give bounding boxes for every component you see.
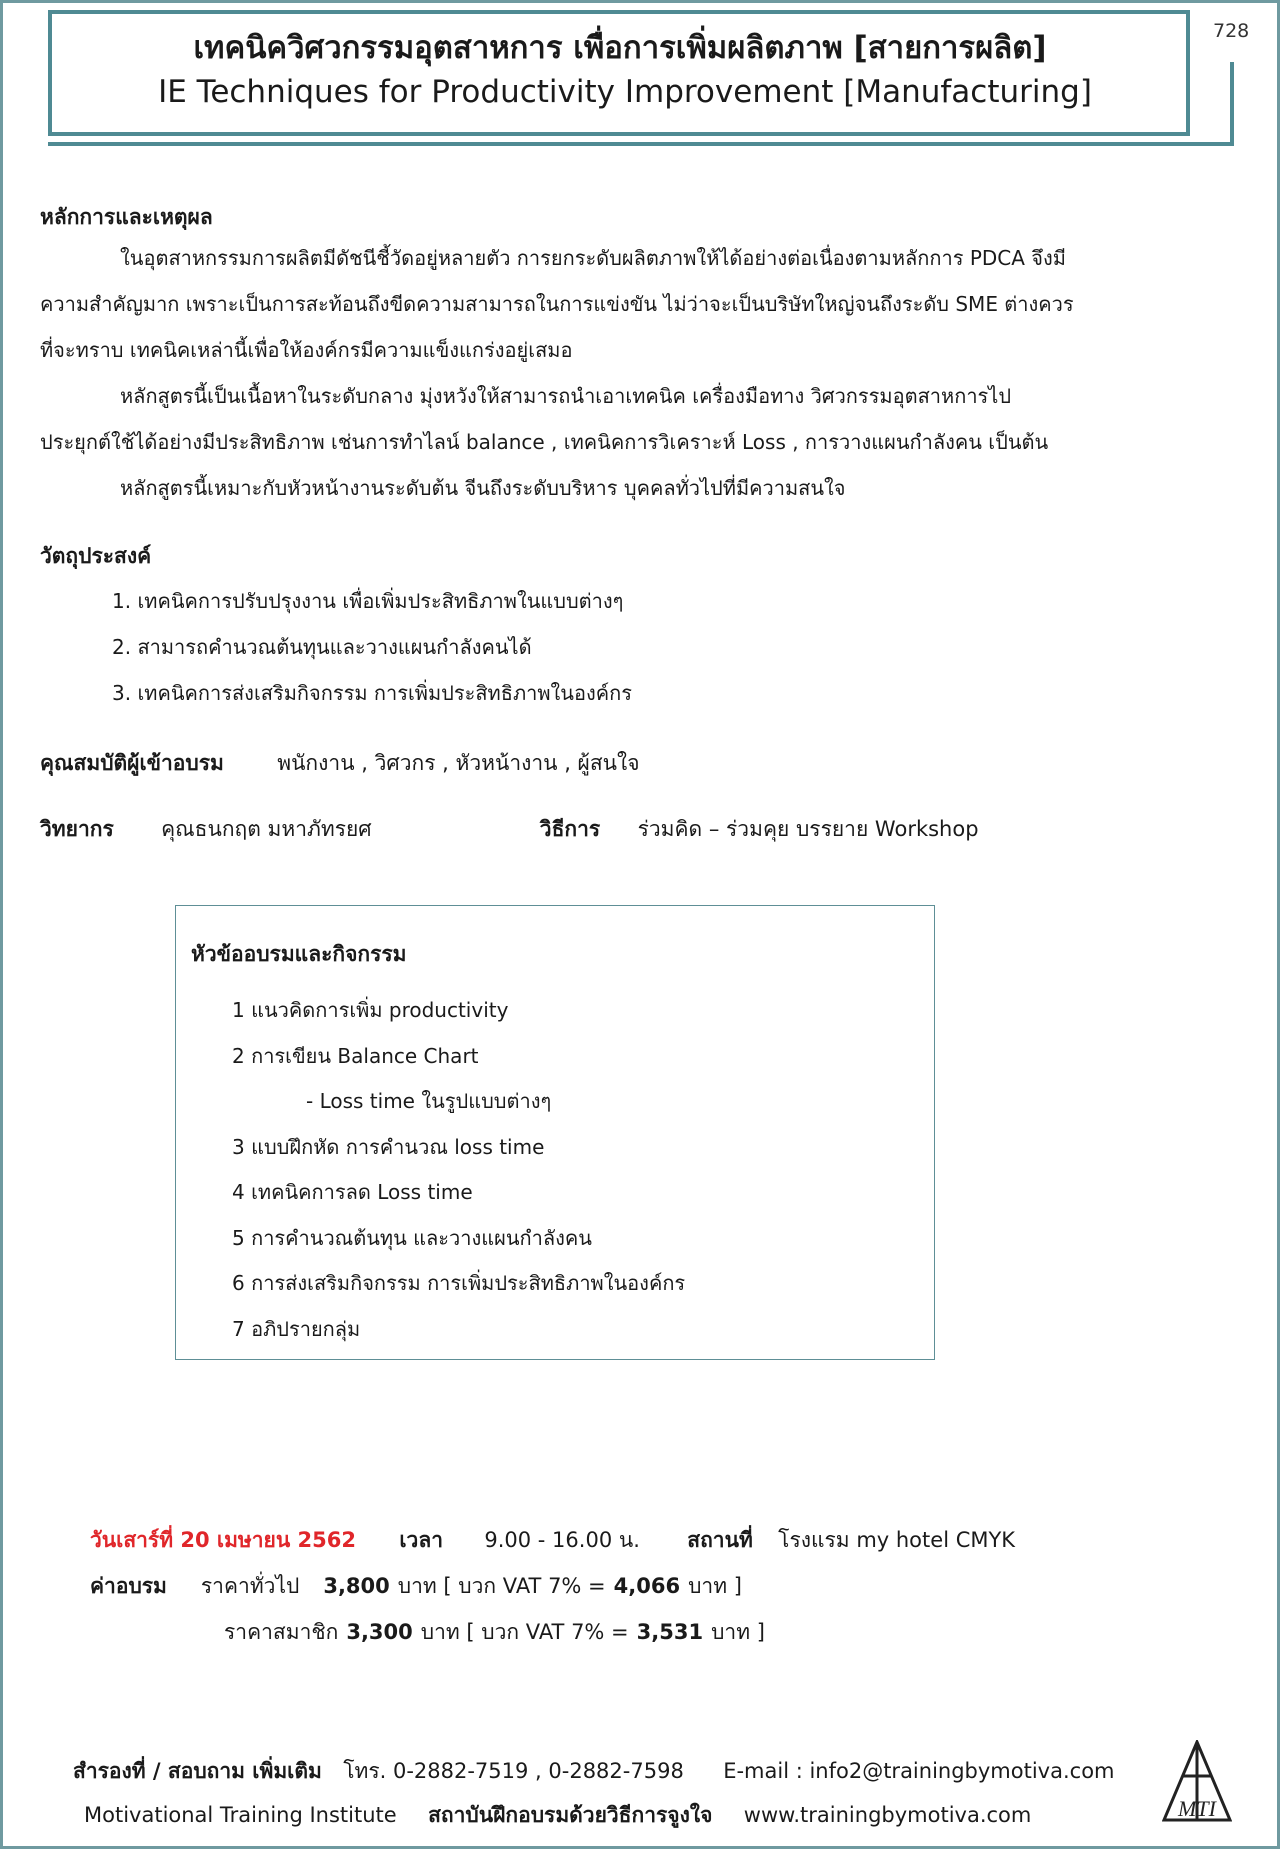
title-thai: เทคนิควิศวกรรมอุตสาหการ เพื่อการเพิ่มผลิตภาพ [สายการผลิต] <box>193 30 1047 66</box>
time-value: 9.00 - 16.00 น. <box>484 1528 640 1552</box>
rationale-paragraph-3 <box>40 465 1236 511</box>
objective-item: 3. เทคนิคการส่งเสริมกิจกรรม การเพิ่มประสิทธิภาพในองค์กร <box>112 681 632 705</box>
speaker-label: วิทยากร <box>40 817 114 841</box>
topic-item: 1 แนวคิดการเพิ่ม productivity <box>232 998 509 1022</box>
rationale-paragraph-2 <box>40 373 1236 465</box>
topics-box <box>175 905 935 1360</box>
topic-subitem: - Loss time ในรูปแบบต่างๆ <box>306 1089 552 1113</box>
qualification-label: คุณสมบัติผู้เข้าอบรม <box>40 751 224 775</box>
objective-item: 2. สามารถคำนวณต้นทุนและวางแผนกำลังคนได้ <box>112 635 532 659</box>
title-english: IE Techniques for Productivity Improvement [Manufacturing] <box>158 74 1092 110</box>
venue-label: สถานที่ <box>687 1528 753 1552</box>
general-end: บาท ] <box>688 1574 742 1598</box>
method-label: วิธีการ <box>539 817 601 841</box>
member-price-label: ราคาสมาชิก <box>224 1620 339 1644</box>
topic-item: 2 การเขียน Balance Chart <box>232 1043 479 1068</box>
qualification-row <box>40 747 640 780</box>
contact-label: สำรองที่ / สอบถาม เพิ่มเติม <box>73 1759 322 1783</box>
website-link[interactable]: www.trainingbymotiva.com <box>743 1803 1032 1827</box>
fee-general-row <box>90 1570 742 1603</box>
general-total: 4,066 <box>613 1574 681 1598</box>
member-total: 3,531 <box>636 1620 704 1644</box>
footer-row <box>84 1799 1031 1832</box>
contact-phone[interactable]: โทร. 0-2882-7519 , 0-2882-7598 <box>343 1759 684 1783</box>
general-price-label: ราคาทั่วไป <box>200 1574 300 1598</box>
rationale-paragraph-1 <box>40 235 1236 373</box>
event-date: วันเสาร์ที่ 20 เมษายน 2562 <box>90 1528 356 1552</box>
title-box-shadow-bottom <box>48 142 1234 146</box>
objective-item: 1. เทคนิคการปรับปรุงงาน เพื่อเพิ่มประสิทธิภาพในแบบต่างๆ <box>112 589 624 613</box>
rationale-line: หลักสูตรนี้เป็นเนื้อหาในระดับกลาง มุ่งหวังให้สามารถนำเอาเทคนิค เครื่องมือทาง วิศวกรรมอุตสาหการไป <box>120 384 1012 408</box>
rationale-line: ความสำคัญมาก เพราะเป็นการสะท้อนถึงขีดความสามารถในการแข่งขัน ไม่ว่าจะเป็นบริษัทใหญ่จนถึงระดับ SME ต่างควร <box>40 292 1074 316</box>
org-name-en: Motivational Training Institute <box>84 1803 397 1827</box>
method-value: ร่วมคิด – ร่วมคุย บรรยาย Workshop <box>637 817 979 841</box>
venue-value: โรงแรม my hotel CMYK <box>778 1528 1016 1552</box>
topic-item: 7 อภิปรายกลุ่ม <box>232 1316 361 1341</box>
topic-item: 3 แบบฝึกหัด การคำนวณ loss time <box>232 1134 545 1159</box>
contact-row <box>73 1755 1115 1788</box>
rationale-line: ในอุตสาหกรรมการผลิตมีดัชนีชี้วัดอยู่หลายตัว การยกระดับผลิตภาพให้ได้อย่างต่อเนื่องตามหลักการ PDCA จึงมี <box>120 246 1066 270</box>
topic-item: 6 การส่งเสริมกิจกรรม การเพิ่มประสิทธิภาพในองค์กร <box>232 1271 686 1295</box>
time-label: เวลา <box>399 1528 443 1552</box>
event-date-row <box>90 1524 1015 1557</box>
topics-heading: หัวข้ออบรมและกิจกรรม <box>191 942 407 966</box>
member-vat-text: บาท [ บวก VAT 7% = <box>420 1620 629 1644</box>
fee-member-row <box>224 1616 765 1649</box>
general-price: 3,800 <box>323 1574 390 1598</box>
member-end: บาท ] <box>711 1620 765 1644</box>
topic-item: 5 การคำนวณต้นทุน และวางแผนกำลังคน <box>232 1225 592 1250</box>
topics-list <box>232 988 685 1352</box>
qualification-value: พนักงาน , วิศวกร , หัวหน้างาน , ผู้สนใจ <box>277 751 640 775</box>
general-vat-text: บาท [ บวก VAT 7% = <box>397 1574 606 1598</box>
logo-text: MTI <box>1178 1796 1216 1821</box>
speaker-value: คุณธนกฤต มหาภัทรยศ <box>161 817 372 841</box>
objectives-list <box>112 578 632 716</box>
contact-email[interactable]: E-mail : info2@trainingbymotiva.com <box>723 1759 1115 1783</box>
mti-logo-icon <box>1162 1740 1232 1822</box>
member-price: 3,300 <box>346 1620 413 1644</box>
speaker-method-row <box>40 813 979 846</box>
objectives-heading: วัตถุประสงค์ <box>40 544 152 568</box>
rationale-line: ที่จะทราบ เทคนิคเหล่านี้เพื่อให้องค์กรมีความแข็งแกร่งอยู่เสมอ <box>40 338 573 362</box>
title-box-shadow-right <box>1230 62 1234 146</box>
fee-label: ค่าอบรม <box>90 1574 167 1598</box>
page-number: 728 <box>1213 20 1250 42</box>
rationale-line: หลักสูตรนี้เหมาะกับหัวหน้างานระดับต้น จีนถึงระดับบริหาร บุคคลทั่วไปที่มีความสนใจ <box>120 476 846 500</box>
rationale-heading: หลักการและเหตุผล <box>40 205 213 229</box>
topic-item: 4 เทคนิคการลด Loss time <box>232 1180 473 1204</box>
rationale-line: ประยุกต์ใช้ได้อย่างมีประสิทธิภาพ เช่นการทำไลน์ balance , เทคนิคการวิเคราะห์ Loss , การวางแผนกำลังคน เป็นต้น <box>40 430 1049 454</box>
org-name-th: สถาบันฝึกอบรมด้วยวิธีการจูงใจ <box>428 1803 713 1827</box>
